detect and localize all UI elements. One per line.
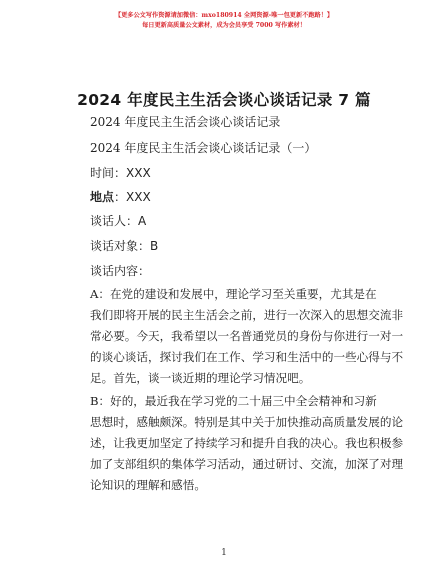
paragraph-b-line: 述，让我更加坚定了持续学习和提升自我的决心。我也积极参: [90, 436, 404, 450]
subtitle-heading: 2024 年度民主生活会谈心谈话记录: [90, 115, 281, 129]
paragraph-b: [90, 391, 404, 496]
place-label: 地点: [90, 190, 115, 204]
talker-label: 谈话人：: [90, 214, 139, 228]
content-label: 谈话内容：: [90, 264, 151, 278]
page-number: 1: [221, 548, 227, 558]
paragraph-a-line: 足。首先，谈一谈近期的理论学习情况吧。: [90, 371, 311, 385]
time-row: [90, 164, 151, 181]
promo-banner-line-2: 每日更新高质量公文素材，成为会员享受 7000 写作素材！: [142, 22, 306, 29]
promo-banner-line-1: 【更多公文写作资源请加微信：mxo180914 全网资源-唯一包更新不跑路！】: [114, 12, 334, 19]
document-title: 2024 年度民主生活会谈心谈话记录 7 篇: [77, 91, 371, 109]
paragraph-a-line: 我们即将开展的民主生活会之前，进行一次深入的思想交流非: [90, 308, 404, 322]
place-value: ：XXX: [114, 190, 151, 204]
time-label: 时间：: [90, 166, 127, 180]
section-heading: 2024 年度民主生活会谈心谈话记录（一）: [90, 141, 317, 155]
paragraph-b-line: 论知识的理解和感悟。: [90, 478, 206, 492]
time-value: XXX: [126, 166, 151, 180]
target-value: B: [150, 239, 159, 253]
paragraph-b-line: 加了支部组织的集体学习活动，通过研讨、交流，加深了对理: [90, 457, 404, 471]
talker-row: [90, 212, 146, 229]
paragraph-b-line: B：好的，最近我在学习党的二十届三中全会精神和习新: [90, 394, 377, 408]
paragraph-a: [90, 284, 404, 389]
target-row: [90, 237, 158, 254]
paragraph-a-line: 常必要。今天，我希望以一名普通党员的身份与你进行一对一: [90, 329, 404, 343]
talker-value: A: [138, 214, 147, 228]
paragraph-b-line: 思想时，感触颇深。特别是其中关于加快推动高质量发展的论: [90, 415, 404, 429]
place-row: [90, 188, 151, 205]
paragraph-a-line: 的谈心谈话，探讨我们在工作、学习和生活中的一些心得与不: [90, 350, 404, 364]
paragraph-a-line: A：在党的建设和发展中，理论学习至关重要，尤其是在: [90, 287, 377, 301]
target-label: 谈话对象：: [90, 239, 151, 253]
